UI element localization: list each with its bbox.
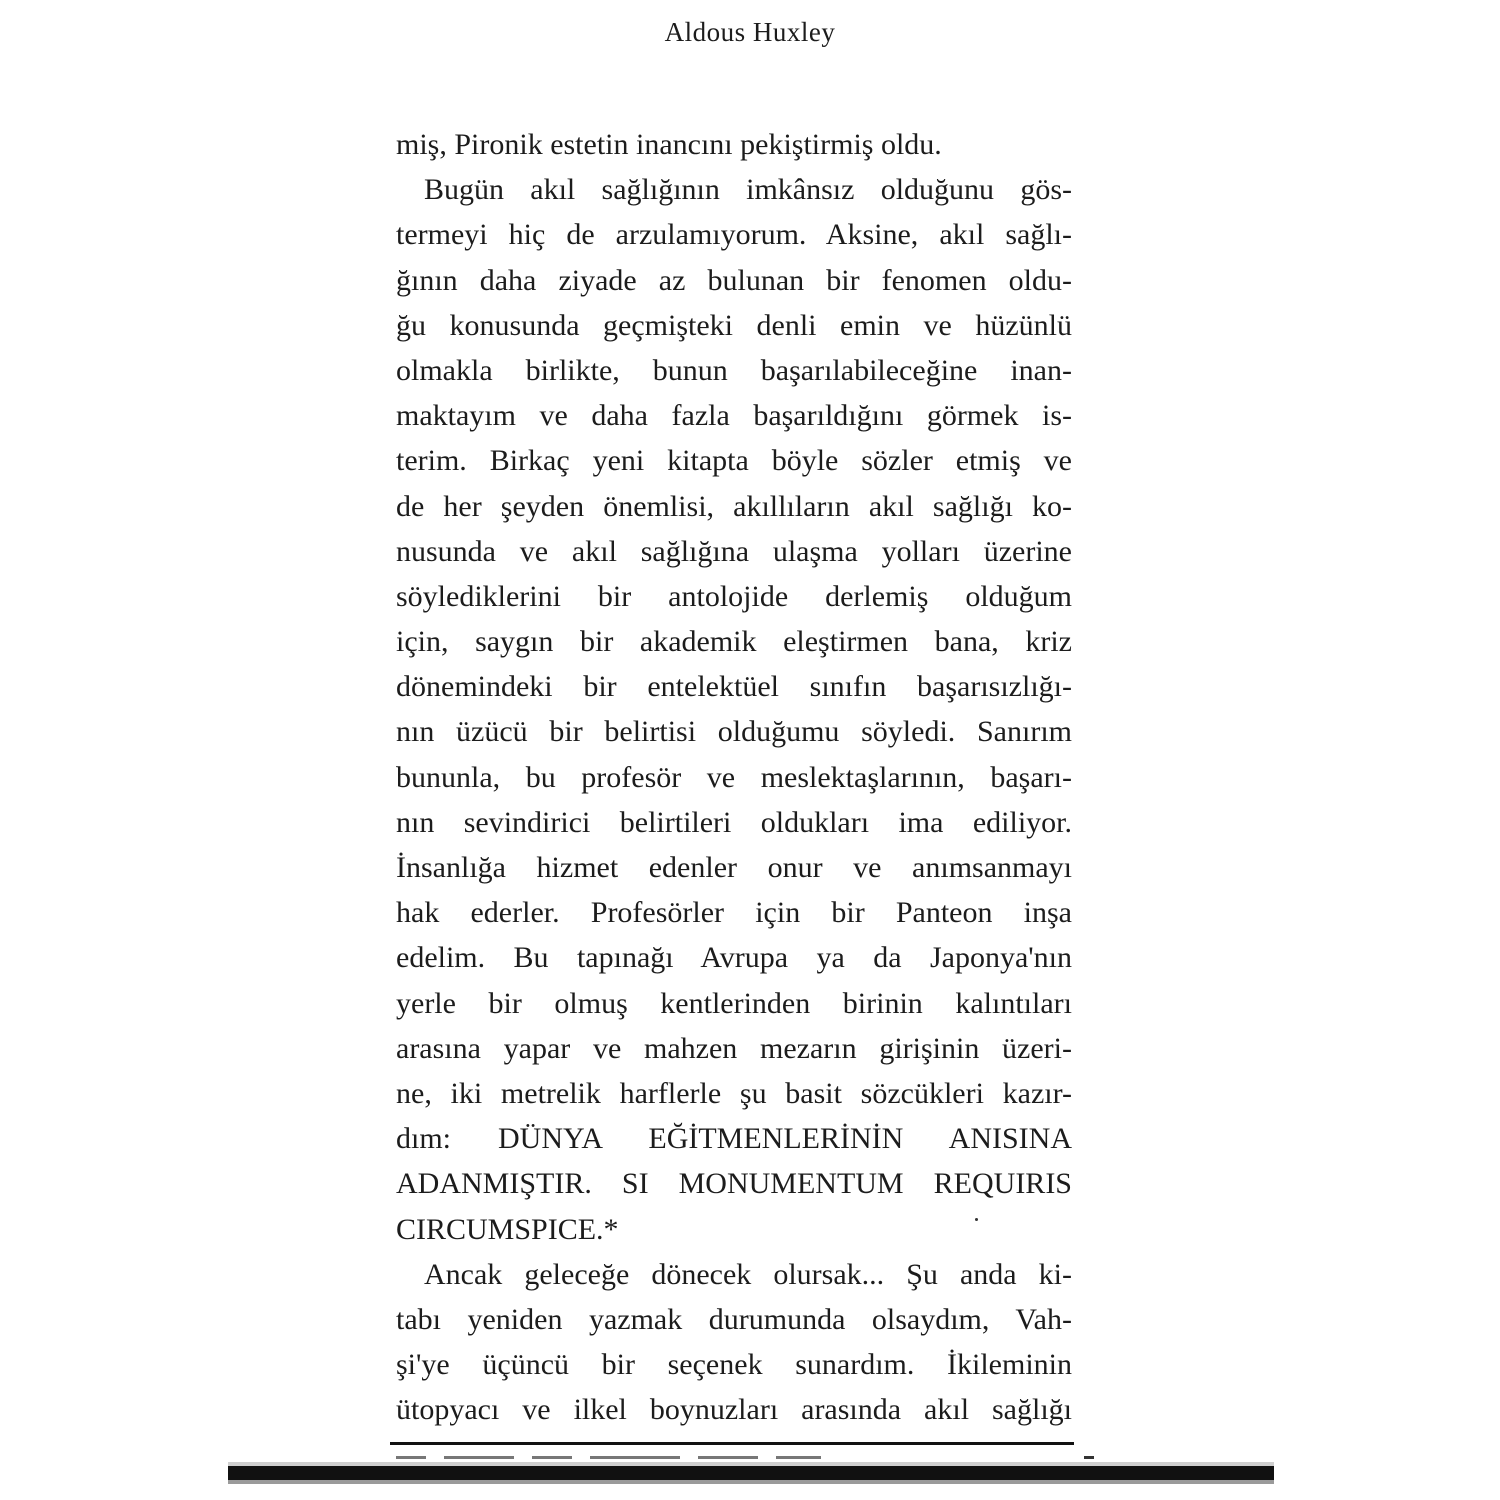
text-line: ADANMIŞTIR. SI MONUMENTUM REQUIRIS xyxy=(396,1167,1072,1201)
text-line: nın üzücü bir belirtisi olduğumu söyledi. Sanırım xyxy=(396,715,1072,749)
text-line: Ancak geleceğe dönecek olursak... Şu anda ki- xyxy=(424,1257,1072,1291)
text-line: edelim. Bu tapınağı Avrupa ya da Japonya'nın xyxy=(396,941,1072,975)
text-line: ne, iki metrelik harflerle şu basit sözcükleri kazır- xyxy=(396,1076,1072,1110)
text-line: maktayım ve daha fazla başarıldığını görmek is- xyxy=(396,399,1072,433)
text-line: arasına yapar ve mahzen mezarın girişinin üzeri- xyxy=(396,1031,1072,1065)
text-line: nın sevindirici belirtileri oldukları ima ediliyor. xyxy=(396,805,1072,839)
text-line: termeyi hiç de arzulamıyorum. Aksine, akıl sağlı- xyxy=(396,218,1072,252)
text-line: hak ederler. Profesörler için bir Panteon inşa xyxy=(396,896,1072,930)
text-line: şi'ye üçüncü bir seçenek sunardım. İkileminin xyxy=(396,1348,1072,1382)
scan-edge-bar xyxy=(228,1466,1274,1480)
text-line: yerle bir olmuş kentlerinden birinin kalıntıları xyxy=(396,986,1072,1020)
text-line: söylediklerini bir antolojide derlemiş olduğum xyxy=(396,579,1072,613)
scan-speck xyxy=(1084,1456,1094,1459)
body-text xyxy=(396,122,1072,1432)
text-line: dönemindeki bir entelektüel sınıfın başarısızlığı- xyxy=(396,670,1072,704)
text-line: de her şeyden önemlisi, akıllıların akıl sağlığı ko- xyxy=(396,489,1072,523)
text-line: CIRCUMSPICE.* xyxy=(396,1212,619,1246)
text-line: için, saygın bir akademik eleştirmen bana, kriz xyxy=(396,625,1072,659)
text-line: bununla, bu profesör ve meslektaşlarının, başarı- xyxy=(396,760,1072,794)
text-line: nusunda ve akıl sağlığına ulaşma yolları üzerine xyxy=(396,534,1072,568)
scan-speck xyxy=(975,1218,978,1221)
running-head: Aldous Huxley xyxy=(664,17,836,47)
text-line: terim. Birkaç yeni kitapta böyle sözler etmiş ve xyxy=(396,444,1072,478)
text-line: ütopyacı ve ilkel boynuzları arasında akıl sağlığı xyxy=(396,1393,1072,1427)
text-line: ğının daha ziyade az bulunan bir fenomen oldu- xyxy=(396,263,1072,297)
text-line: ğu konusunda geçmişteki denli emin ve hüzünlü xyxy=(396,308,1072,342)
text-line: dım: DÜNYA EĞİTMENLERİNİN ANISINA xyxy=(396,1122,1072,1156)
text-line: Bugün akıl sağlığının imkânsız olduğunu gös- xyxy=(424,173,1072,207)
footnote-rule xyxy=(390,1442,1074,1445)
text-line: tabı yeniden yazmak durumunda olsaydım, Vah- xyxy=(396,1302,1072,1336)
text-line: İnsanlığa hizmet edenler onur ve anımsanmayı xyxy=(396,851,1072,884)
text-line: miş, Pironik estetin inancını pekiştirmiş oldu. xyxy=(396,128,942,161)
scan-edge-light xyxy=(228,1480,1274,1484)
text-line: olmakla birlikte, bunun başarılabileceğine inan- xyxy=(396,353,1072,387)
